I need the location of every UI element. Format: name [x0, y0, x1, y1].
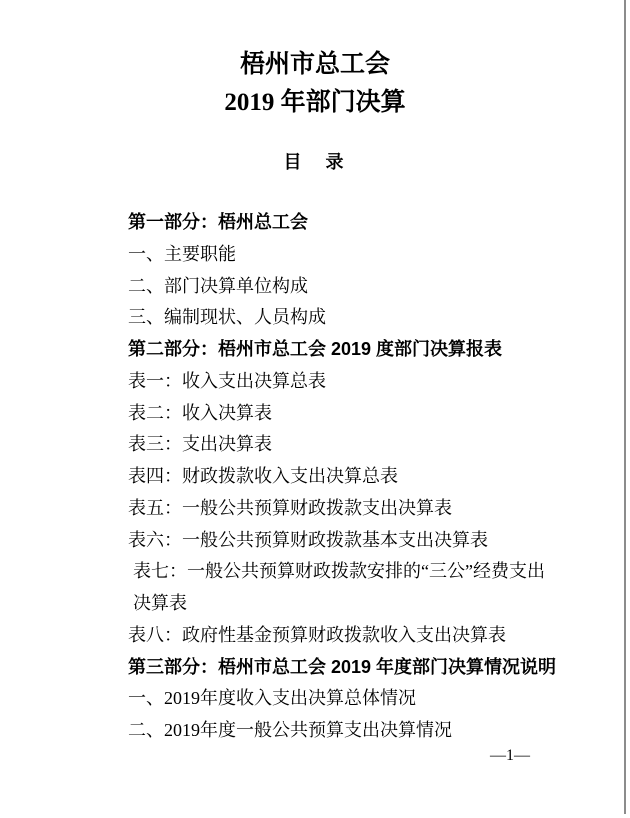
- toc-entry: 表二：收入决算表: [128, 402, 272, 423]
- page-number: —1—: [490, 747, 530, 764]
- toc-entry: 表四：财政拨款收入支出决算总表: [128, 466, 398, 486]
- toc-list: [128, 207, 570, 747]
- document-title-block: [0, 0, 630, 122]
- toc-entry: 二、部门决算单位构成: [128, 275, 308, 296]
- toc-entry-continuation: 决算表: [133, 593, 187, 613]
- toc-entry: 表一：收入支出决算总表: [128, 370, 326, 391]
- toc-entry: 二、2019年度一般公共预算支出决算情况: [128, 720, 452, 740]
- toc-entry: 表三：支出决算表: [128, 434, 272, 455]
- toc-section-heading-part1: 第一部分：梧州总工会: [128, 212, 308, 232]
- document-title-line2: 2019 年部门决算: [224, 89, 406, 116]
- toc-entry: 表七：一般公共预算财政拨款安排的“三公”经费支出: [133, 561, 545, 582]
- toc-section-heading-part2: 第二部分：梧州市总工会 2019 度部门决算报表: [128, 339, 503, 359]
- toc-entry: 三、编制现状、人员构成: [128, 307, 326, 328]
- document-title-line1: 梧州市总工会: [239, 51, 390, 78]
- toc-heading: 目 录: [283, 152, 347, 172]
- page-edge-line: [624, 0, 626, 814]
- toc-entry: 表五：一般公共预算财政拨款支出决算表: [128, 497, 452, 518]
- toc-entry: 一、主要职能: [128, 243, 236, 264]
- toc-entry: 一、2019年度收入支出决算总体情况: [128, 688, 416, 709]
- toc-section-heading-part3: 第三部分：梧州市总工会 2019 年度部门决算情况说明: [128, 656, 557, 677]
- toc-entry: 表六：一般公共预算财政拨款基本支出决算表: [128, 529, 488, 550]
- toc-entry: 表八：政府性基金预算财政拨款收入支出决算表: [128, 624, 506, 645]
